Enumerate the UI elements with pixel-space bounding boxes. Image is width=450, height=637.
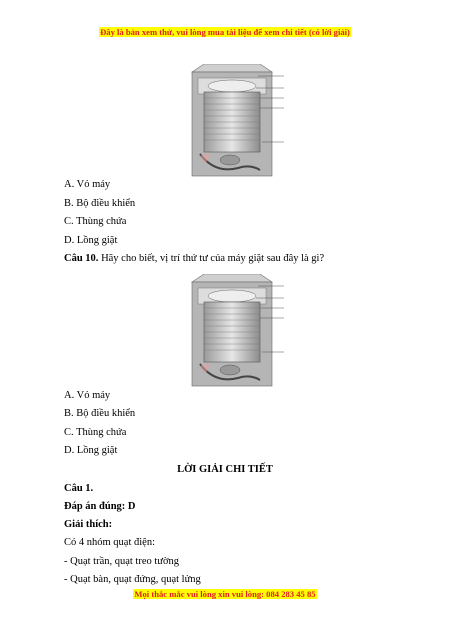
preview-notice-banner [0,27,450,37]
washing-machine-cutaway-image [190,64,286,178]
solution-line-1: Có 4 nhóm quạt điện: [64,537,155,548]
q10-option-b: B. Bộ điều khiển [64,408,136,419]
q9-option-b: B. Bộ điều khiển [64,198,136,209]
solution-answer: Đáp án đúng: D [64,501,136,512]
q10-option-d: D. Lồng giặt [64,445,118,456]
question-10-label: Câu 10. [64,253,99,264]
washing-machine-diagram-2 [190,274,286,388]
solution-heading: LỜI GIẢI CHI TIẾT [177,464,273,475]
preview-notice-text: Đây là bản xem thử, vui lòng mua tài liệu để xem chi tiết (có lời giải) [100,27,350,37]
washing-machine-diagram-1 [190,64,286,178]
washing-machine-cutaway-image [190,274,286,388]
solution-line-3: - Quạt bàn, quạt đứng, quạt lửng [64,574,201,585]
solution-line-2: - Quạt trần, quạt treo tường [64,556,180,567]
question-10 [64,253,324,265]
q10-option-a: A. Vỏ máy [64,390,111,401]
svg-text:♥: ♥ [200,148,211,168]
svg-text:♥: ♥ [200,358,211,378]
solution-explain-label: Giải thích: [64,519,113,530]
contact-footer-banner [0,589,450,599]
q9-option-d: D. Lồng giặt [64,235,118,246]
contact-footer-text: Mọi thắc mắc vui lòng xin vui lòng: 084 283 45 85 [134,589,316,599]
q10-option-c: C. Thùng chứa [64,427,127,438]
q9-option-a: A. Vỏ máy [64,179,111,190]
q9-option-c: C. Thùng chứa [64,216,127,227]
solution-q1-label: Câu 1. [64,483,94,494]
question-10-text: Hãy cho biết, vị trí thứ tư của máy giặt sau đây là gì? [98,253,325,264]
